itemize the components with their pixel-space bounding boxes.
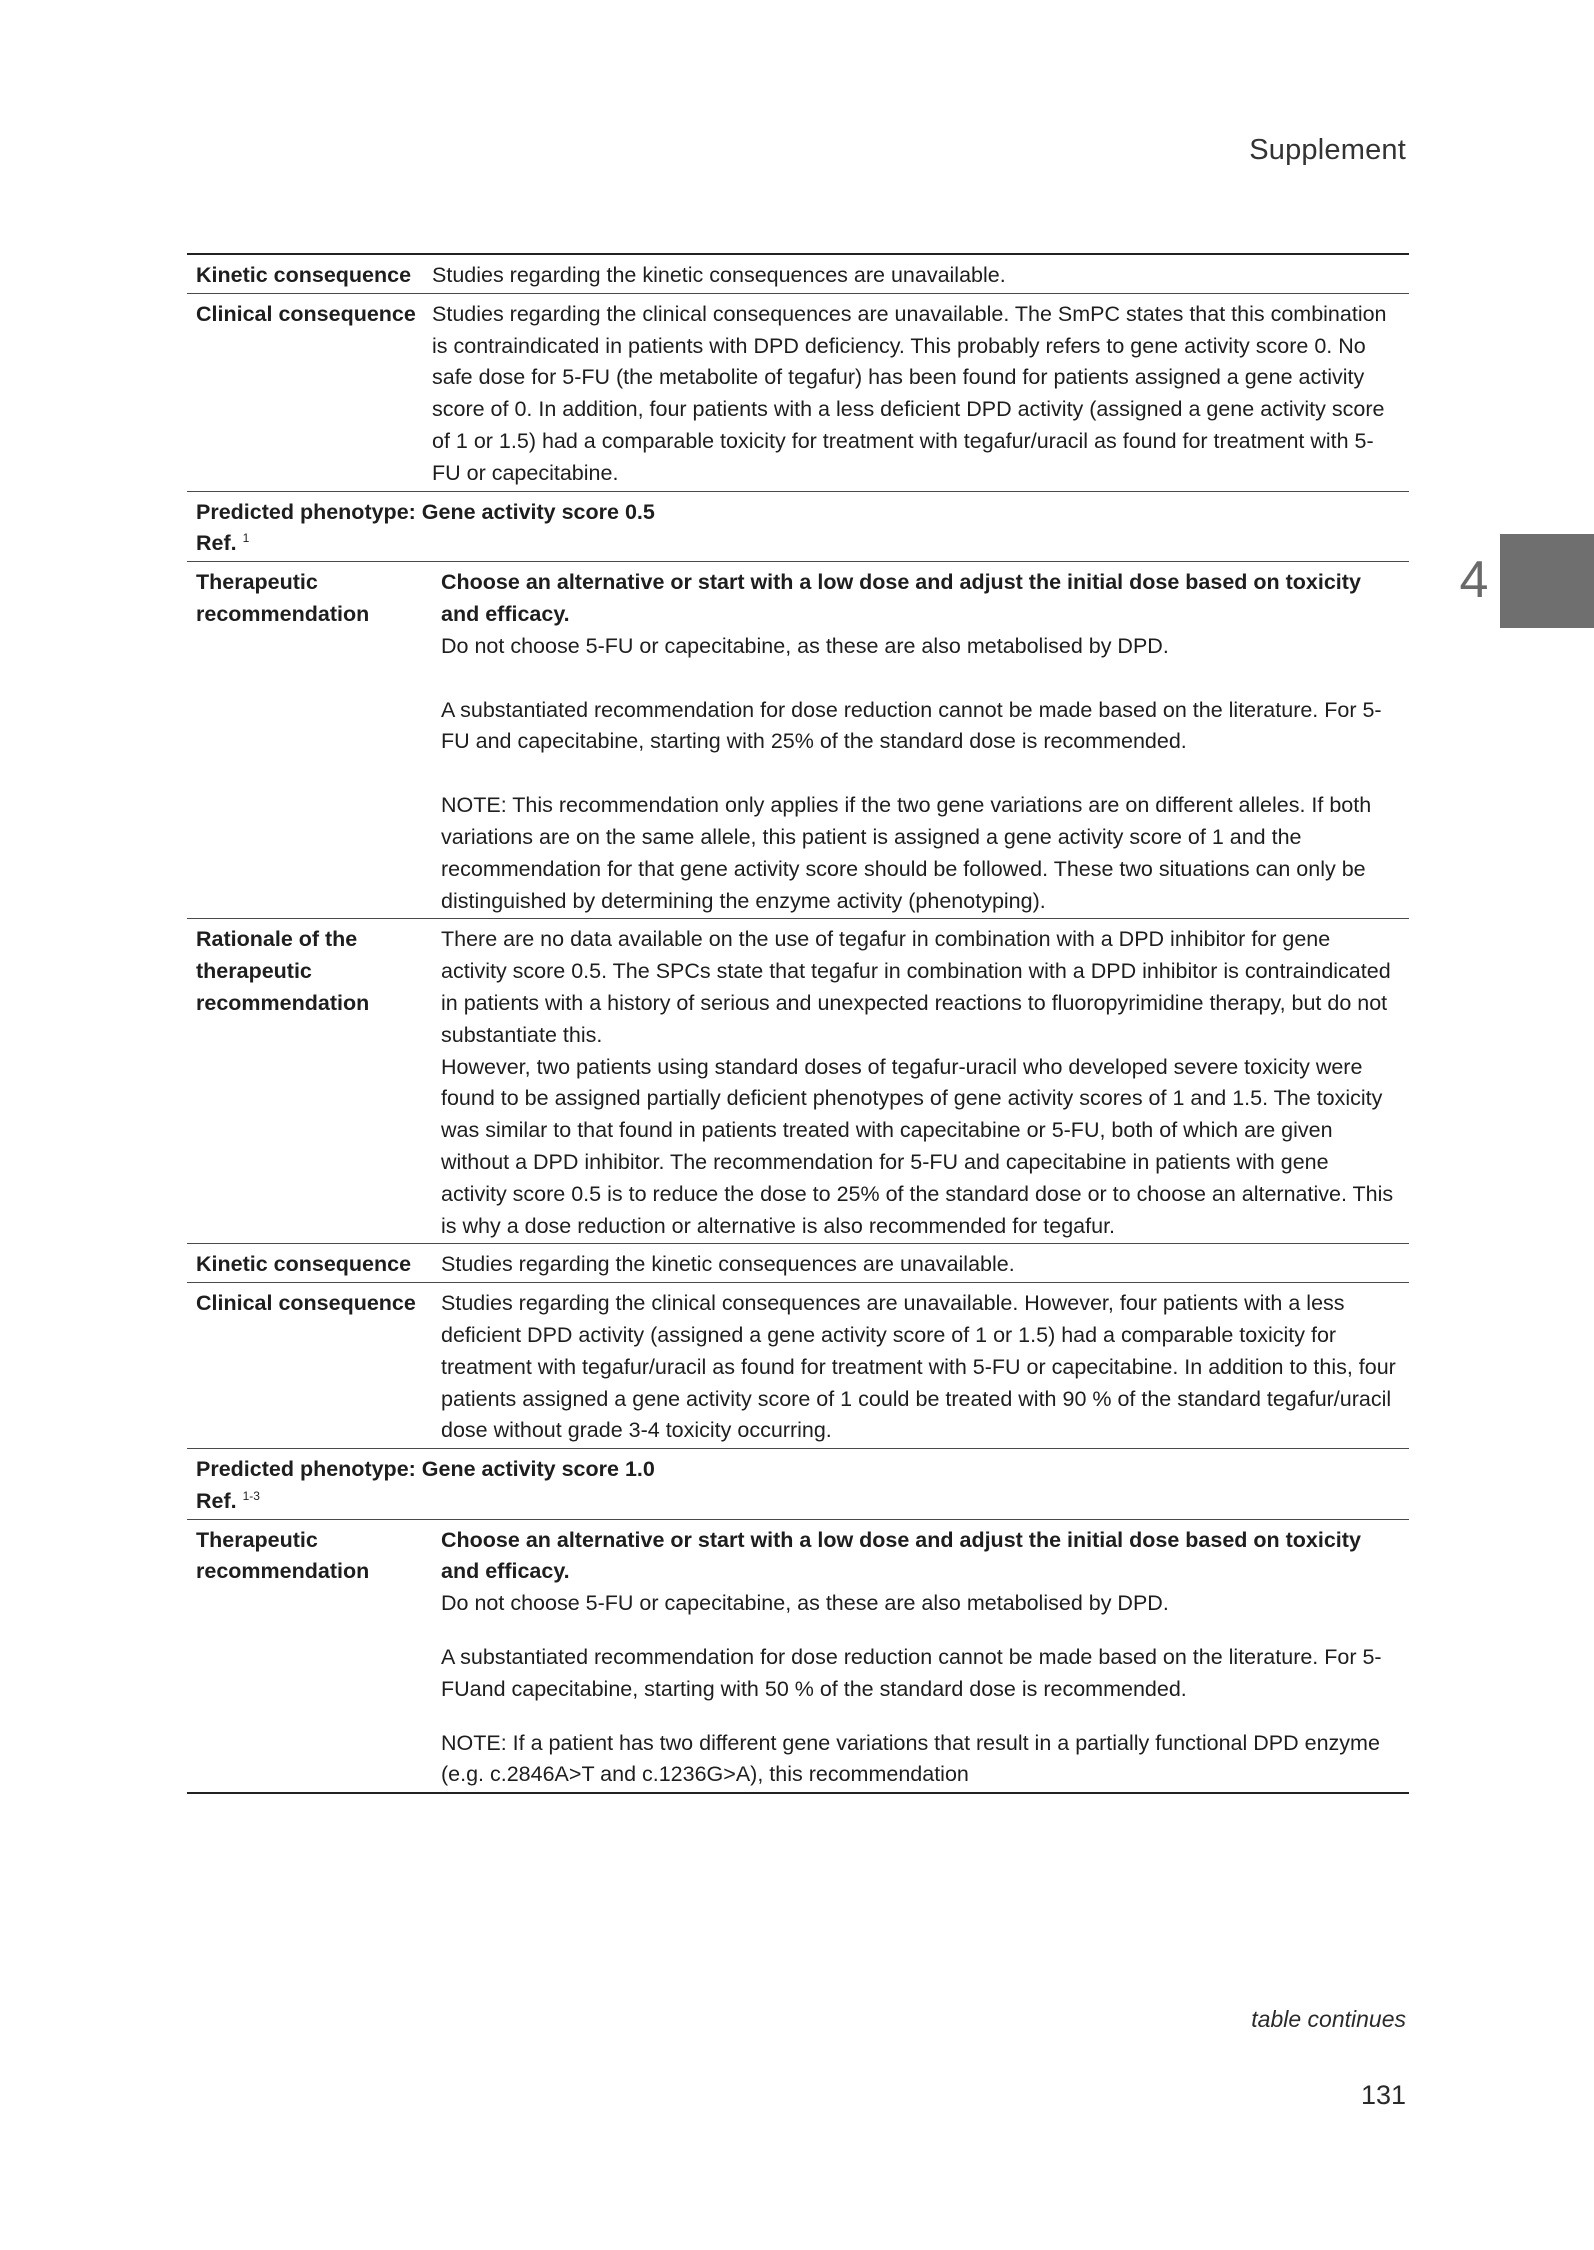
row-label: Therapeutic recommendation (196, 570, 370, 626)
phenotype-header (187, 1449, 1409, 1520)
page-number: 131 (1360, 2080, 1406, 2110)
row-content (432, 919, 1409, 1244)
phenotype-title: Predicted phenotype: Gene activity score 0.5 (196, 499, 655, 524)
phenotype-header (187, 491, 1409, 562)
row-label: Rationale of the therapeutic recommendation (196, 927, 370, 1015)
recommendation-note: NOTE: This recommendation only applies if the two gene variations are on different alleles. If both variations are on the same allele, this patient is assigned a gene activity score of 1 and the recommendation for that gene activity score should be followed. These two situations can only be distinguished by determining the enzyme activity (phenotyping). (441, 793, 1372, 913)
reference-label: Ref. (196, 531, 237, 556)
chapter-number: 4 (1459, 551, 1489, 609)
rationale-paragraph: However, two patients using standard doses of tegafur-uracil who developed severe toxicity were found to be assigned partially deficient phenotypes of gene activity scores of 1 and 1.5. The toxicity was similar to that found in patients treated with capecitabine or 5-FU, both of which are given without a DPD inhibitor. The recommendation for 5-FU and capecitabine in patients with gene activity score 0.5 is to reduce the dose to 25% of the standard dose or to choose an alternative. This is why a dose reduction or alternative is also recommended for tegafur. (441, 1054, 1394, 1238)
recommendation-paragraph: A substantiated recommendation for dose reduction cannot be made based on the literature. For 5-FU and capecitabine, starting with 25% of the standard dose is recommended. (441, 697, 1382, 754)
table-row (187, 293, 1409, 491)
phenotype-header-row (187, 1449, 1409, 1520)
reference-superscript: 1-3 (242, 1488, 260, 1503)
recommendation-bold: Choose an alternative or start with a low dose and adjust the initial dose based on toxicity and efficacy. (441, 1527, 1361, 1584)
row-content: Studies regarding the kinetic consequences are unavailable. (441, 1252, 1015, 1277)
row-label: Kinetic consequence (196, 263, 412, 287)
row-label: Therapeutic recommendation (196, 1527, 370, 1584)
table-continues-note: table continues (1251, 2006, 1406, 2032)
table-row (187, 254, 1409, 293)
row-label: Kinetic consequence (196, 1252, 412, 1277)
table-row (187, 919, 1409, 1244)
recommendation-table (187, 253, 1409, 1794)
table-row (187, 1519, 1409, 1793)
running-header-title: Supplement (1249, 134, 1406, 166)
table-row (187, 562, 1409, 919)
recommendation-bold: Choose an alternative or start with a low dose and adjust the initial dose based on toxicity and efficacy. (441, 570, 1361, 626)
table-row (187, 1283, 1409, 1449)
recommendation-note: NOTE: If a patient has two different gene variations that result in a partially functional DPD enzyme (e.g. c.2846A>T and c.1236G>A), this recommendation (441, 1730, 1380, 1787)
reference-label: Ref. (196, 1488, 237, 1513)
phenotype-header-row (187, 491, 1409, 562)
row-content: Studies regarding the kinetic consequences are unavailable. (432, 263, 1006, 287)
table-row (187, 1244, 1409, 1283)
recommendation-paragraph: Do not choose 5-FU or capecitabine, as these are also metabolised by DPD. (441, 633, 1169, 658)
row-content: Studies regarding the clinical consequences are unavailable. The SmPC states that this combination is contraindicated in patients with DPD deficiency. This probably refers to gene activity score 0. No safe dose for 5-FU (the metabolite of tegafur) has been found for patients assigned a gene activity score of 0. In addition, four patients with a less deficient DPD activity (assigned a gene activity score of 1 or 1.5) had a comparable toxicity for treatment with tegafur/uracil as found for treatment with 5-FU or capecitabine. (432, 301, 1387, 485)
chapter-tab (1500, 534, 1594, 628)
reference-line (196, 1486, 1399, 1518)
reference-superscript: 1 (242, 531, 250, 546)
phenotype-title: Predicted phenotype: Gene activity score 1.0 (196, 1457, 655, 1482)
reference-line (196, 528, 1399, 560)
row-content: Studies regarding the clinical consequences are unavailable. However, four patients with a less deficient DPD activity (assigned a gene activity score of 1 or 1.5) had a comparable toxicity for treatment with tegafur/uracil as found for treatment with 5-FU or capecitabine. In addition to this, four patients assigned a gene activity score of 1 could be treated with 90 % of the standard tegafur/uracil dose without grade 3-4 toxicity occurring. (441, 1291, 1396, 1443)
rationale-paragraph: There are no data available on the use of tegafur in combination with a DPD inhibitor for gene activity score 0.5. The SPCs state that tegafur in combination with a DPD inhibitor is contraindicated in patients with a history of serious and unexpected reactions to fluoropyrimidine therapy, but do not substantiate this. (441, 927, 1391, 1047)
row-content (432, 562, 1409, 919)
recommendation-paragraph: Do not choose 5-FU or capecitabine, as these are also metabolised by DPD. (441, 1591, 1169, 1616)
row-label: Clinical consequence (196, 301, 416, 326)
row-content (432, 1519, 1409, 1793)
row-label: Clinical consequence (196, 1291, 416, 1316)
recommendation-paragraph: A substantiated recommendation for dose reduction cannot be made based on the literature. For 5-FUand capecitabine, starting with 50 % of the standard dose is recommended. (441, 1645, 1382, 1701)
